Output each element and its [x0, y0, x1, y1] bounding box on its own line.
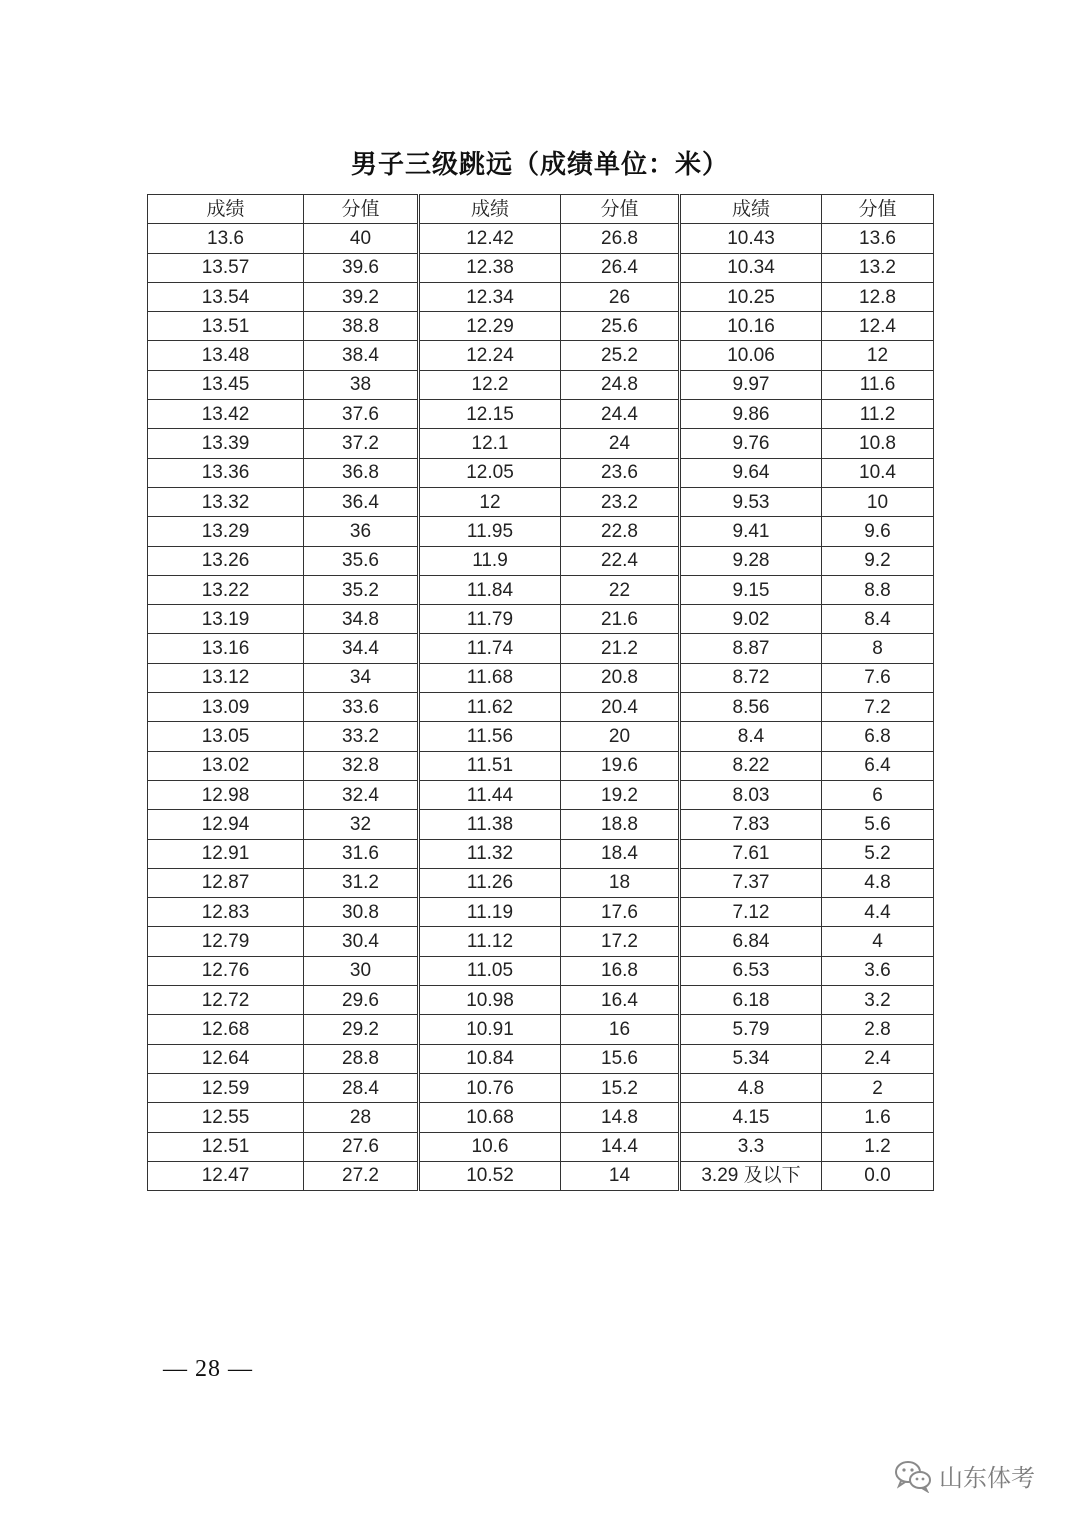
score-cell: 11.62 — [419, 693, 561, 722]
points-cell: 23.6 — [561, 458, 680, 487]
points-cell: 11.6 — [822, 370, 934, 399]
points-cell: 29.2 — [304, 1015, 419, 1044]
score-cell: 12.42 — [419, 224, 561, 253]
score-cell: 6.84 — [680, 927, 822, 956]
points-cell: 35.6 — [304, 546, 419, 575]
score-cell: 13.57 — [148, 253, 304, 282]
score-cell: 12.55 — [148, 1103, 304, 1132]
score-cell: 13.54 — [148, 282, 304, 311]
score-cell: 12.68 — [148, 1015, 304, 1044]
points-cell: 30.8 — [304, 898, 419, 927]
score-cell: 3.3 — [680, 1132, 822, 1161]
header-score-2: 成绩 — [419, 195, 561, 224]
table-row — [148, 868, 934, 897]
points-cell: 4.4 — [822, 898, 934, 927]
score-cell: 12.72 — [148, 986, 304, 1015]
points-cell: 25.2 — [561, 341, 680, 370]
score-cell: 10.68 — [419, 1103, 561, 1132]
points-cell: 3.2 — [822, 986, 934, 1015]
points-cell: 3.6 — [822, 956, 934, 985]
points-cell: 6.4 — [822, 751, 934, 780]
score-cell: 7.83 — [680, 810, 822, 839]
points-cell: 36 — [304, 517, 419, 546]
points-cell: 24.4 — [561, 400, 680, 429]
points-cell: 37.2 — [304, 429, 419, 458]
points-cell: 9.6 — [822, 517, 934, 546]
score-cell: 13.32 — [148, 487, 304, 516]
score-cell: 13.19 — [148, 605, 304, 634]
points-cell: 13.6 — [822, 224, 934, 253]
score-cell: 12.79 — [148, 927, 304, 956]
score-cell: 3.29 及以下 — [680, 1161, 822, 1190]
points-cell: 32.8 — [304, 751, 419, 780]
points-cell: 39.2 — [304, 282, 419, 311]
points-cell: 24.8 — [561, 370, 680, 399]
points-cell: 38.8 — [304, 312, 419, 341]
table-row — [148, 1161, 934, 1190]
score-cell: 11.38 — [419, 810, 561, 839]
score-cell: 13.09 — [148, 693, 304, 722]
table-row — [148, 780, 934, 809]
score-cell: 10.16 — [680, 312, 822, 341]
score-cell: 9.02 — [680, 605, 822, 634]
score-cell: 11.56 — [419, 722, 561, 751]
table-row — [148, 956, 934, 985]
points-cell: 1.2 — [822, 1132, 934, 1161]
points-cell: 9.2 — [822, 546, 934, 575]
points-cell: 20.4 — [561, 693, 680, 722]
points-cell: 23.2 — [561, 487, 680, 516]
points-cell: 12.8 — [822, 282, 934, 311]
score-cell: 13.6 — [148, 224, 304, 253]
score-cell: 4.15 — [680, 1103, 822, 1132]
points-cell: 32.4 — [304, 780, 419, 809]
score-cell: 13.12 — [148, 663, 304, 692]
points-cell: 7.6 — [822, 663, 934, 692]
table-body — [148, 224, 934, 1191]
score-cell: 10.06 — [680, 341, 822, 370]
points-cell: 16.4 — [561, 986, 680, 1015]
points-cell: 34.4 — [304, 634, 419, 663]
score-cell: 10.34 — [680, 253, 822, 282]
points-cell: 21.2 — [561, 634, 680, 663]
score-cell: 5.79 — [680, 1015, 822, 1044]
score-cell: 13.22 — [148, 575, 304, 604]
score-cell: 13.05 — [148, 722, 304, 751]
points-cell: 15.6 — [561, 1044, 680, 1073]
score-cell: 6.53 — [680, 956, 822, 985]
score-cell: 8.56 — [680, 693, 822, 722]
points-cell: 14 — [561, 1161, 680, 1190]
points-cell: 19.2 — [561, 780, 680, 809]
table-row — [148, 1044, 934, 1073]
points-cell: 8.8 — [822, 575, 934, 604]
points-cell: 2 — [822, 1073, 934, 1102]
score-cell: 10.52 — [419, 1161, 561, 1190]
table-row — [148, 312, 934, 341]
score-cell: 11.32 — [419, 839, 561, 868]
points-cell: 19.6 — [561, 751, 680, 780]
table-row — [148, 546, 934, 575]
points-cell: 7.2 — [822, 693, 934, 722]
points-cell: 26.8 — [561, 224, 680, 253]
score-cell: 10.43 — [680, 224, 822, 253]
points-cell: 21.6 — [561, 605, 680, 634]
score-cell: 12.38 — [419, 253, 561, 282]
points-cell: 10.8 — [822, 429, 934, 458]
points-cell: 27.6 — [304, 1132, 419, 1161]
points-cell: 18.8 — [561, 810, 680, 839]
points-cell: 0.0 — [822, 1161, 934, 1190]
points-cell: 22 — [561, 575, 680, 604]
points-cell: 36.8 — [304, 458, 419, 487]
score-cell: 13.42 — [148, 400, 304, 429]
points-cell: 17.6 — [561, 898, 680, 927]
points-cell: 27.2 — [304, 1161, 419, 1190]
score-cell: 8.4 — [680, 722, 822, 751]
points-cell: 26.4 — [561, 253, 680, 282]
table-row — [148, 224, 934, 253]
score-cell: 5.34 — [680, 1044, 822, 1073]
points-cell: 12 — [822, 341, 934, 370]
table-row — [148, 400, 934, 429]
table-row — [148, 1103, 934, 1132]
points-cell: 18.4 — [561, 839, 680, 868]
score-cell: 10.6 — [419, 1132, 561, 1161]
table-row — [148, 663, 934, 692]
score-cell: 11.84 — [419, 575, 561, 604]
score-cell: 12.64 — [148, 1044, 304, 1073]
points-cell: 15.2 — [561, 1073, 680, 1102]
points-cell: 6 — [822, 780, 934, 809]
table-row — [148, 1073, 934, 1102]
table-row — [148, 341, 934, 370]
points-cell: 22.4 — [561, 546, 680, 575]
points-cell: 39.6 — [304, 253, 419, 282]
score-cell: 7.12 — [680, 898, 822, 927]
score-cell: 9.76 — [680, 429, 822, 458]
score-cell: 6.18 — [680, 986, 822, 1015]
points-cell: 6.8 — [822, 722, 934, 751]
score-table — [147, 194, 934, 1191]
points-cell: 4 — [822, 927, 934, 956]
points-cell: 16 — [561, 1015, 680, 1044]
score-cell: 9.97 — [680, 370, 822, 399]
score-cell: 13.29 — [148, 517, 304, 546]
watermark — [893, 1458, 1035, 1493]
points-cell: 8 — [822, 634, 934, 663]
table-row — [148, 634, 934, 663]
points-cell: 4.8 — [822, 868, 934, 897]
points-cell: 31.2 — [304, 868, 419, 897]
points-cell: 28 — [304, 1103, 419, 1132]
score-cell: 12.47 — [148, 1161, 304, 1190]
points-cell: 10.4 — [822, 458, 934, 487]
score-cell: 8.72 — [680, 663, 822, 692]
points-cell: 14.4 — [561, 1132, 680, 1161]
score-cell: 10.76 — [419, 1073, 561, 1102]
watermark-text: 山东体考 — [939, 1464, 1035, 1492]
score-cell: 12.59 — [148, 1073, 304, 1102]
score-cell: 11.19 — [419, 898, 561, 927]
score-cell: 10.84 — [419, 1044, 561, 1073]
points-cell: 16.8 — [561, 956, 680, 985]
score-cell: 11.9 — [419, 546, 561, 575]
table-row — [148, 839, 934, 868]
points-cell: 1.6 — [822, 1103, 934, 1132]
score-cell: 11.26 — [419, 868, 561, 897]
points-cell: 11.2 — [822, 400, 934, 429]
points-cell: 18 — [561, 868, 680, 897]
table-row — [148, 487, 934, 516]
score-cell: 12.51 — [148, 1132, 304, 1161]
score-cell: 12.87 — [148, 868, 304, 897]
score-cell: 12.15 — [419, 400, 561, 429]
table-row — [148, 693, 934, 722]
score-cell: 13.26 — [148, 546, 304, 575]
score-cell: 12.83 — [148, 898, 304, 927]
score-cell: 9.86 — [680, 400, 822, 429]
points-cell: 17.2 — [561, 927, 680, 956]
table-row — [148, 927, 934, 956]
score-cell: 13.16 — [148, 634, 304, 663]
table-row — [148, 986, 934, 1015]
points-cell: 34 — [304, 663, 419, 692]
score-cell: 11.79 — [419, 605, 561, 634]
page-number: — 28 — — [163, 1356, 253, 1382]
score-cell: 9.41 — [680, 517, 822, 546]
table-row — [148, 429, 934, 458]
score-cell: 11.05 — [419, 956, 561, 985]
points-cell: 8.4 — [822, 605, 934, 634]
points-cell: 38 — [304, 370, 419, 399]
points-cell: 2.4 — [822, 1044, 934, 1073]
table-row — [148, 722, 934, 751]
score-cell: 7.61 — [680, 839, 822, 868]
score-cell: 11.51 — [419, 751, 561, 780]
score-cell: 13.51 — [148, 312, 304, 341]
table-row — [148, 605, 934, 634]
score-cell: 13.48 — [148, 341, 304, 370]
points-cell: 2.8 — [822, 1015, 934, 1044]
table-row — [148, 1132, 934, 1161]
score-cell: 12.94 — [148, 810, 304, 839]
score-cell: 13.39 — [148, 429, 304, 458]
table-row — [148, 1015, 934, 1044]
points-cell: 5.6 — [822, 810, 934, 839]
table-row — [148, 253, 934, 282]
points-cell: 34.8 — [304, 605, 419, 634]
points-cell: 22.8 — [561, 517, 680, 546]
points-cell: 20 — [561, 722, 680, 751]
score-cell: 11.12 — [419, 927, 561, 956]
points-cell: 28.8 — [304, 1044, 419, 1073]
points-cell: 36.4 — [304, 487, 419, 516]
score-cell: 12.34 — [419, 282, 561, 311]
points-cell: 33.2 — [304, 722, 419, 751]
score-cell: 12.1 — [419, 429, 561, 458]
score-cell: 12.98 — [148, 780, 304, 809]
score-cell: 4.8 — [680, 1073, 822, 1102]
points-cell: 30.4 — [304, 927, 419, 956]
points-cell: 29.6 — [304, 986, 419, 1015]
header-score-1: 成绩 — [148, 195, 304, 224]
table-row — [148, 898, 934, 927]
score-cell: 12.76 — [148, 956, 304, 985]
points-cell: 33.6 — [304, 693, 419, 722]
score-cell: 12 — [419, 487, 561, 516]
score-cell: 9.28 — [680, 546, 822, 575]
score-cell: 12.29 — [419, 312, 561, 341]
points-cell: 12.4 — [822, 312, 934, 341]
score-cell: 9.15 — [680, 575, 822, 604]
points-cell: 32 — [304, 810, 419, 839]
table-row — [148, 282, 934, 311]
score-cell: 8.03 — [680, 780, 822, 809]
header-points-3: 分值 — [822, 195, 934, 224]
score-cell: 12.91 — [148, 839, 304, 868]
points-cell: 31.6 — [304, 839, 419, 868]
score-cell: 13.02 — [148, 751, 304, 780]
table-header-row — [148, 195, 934, 224]
score-cell: 11.44 — [419, 780, 561, 809]
points-cell: 28.4 — [304, 1073, 419, 1102]
score-cell: 11.74 — [419, 634, 561, 663]
points-cell: 40 — [304, 224, 419, 253]
score-cell: 13.36 — [148, 458, 304, 487]
table-row — [148, 517, 934, 546]
page-title: 男子三级跳远（成绩单位：米） — [350, 150, 729, 180]
points-cell: 14.8 — [561, 1103, 680, 1132]
header-points-1: 分值 — [304, 195, 419, 224]
table-row — [148, 810, 934, 839]
header-score-3: 成绩 — [680, 195, 822, 224]
table-row — [148, 458, 934, 487]
points-cell: 38.4 — [304, 341, 419, 370]
points-cell: 5.2 — [822, 839, 934, 868]
score-cell: 12.05 — [419, 458, 561, 487]
score-cell: 10.91 — [419, 1015, 561, 1044]
score-cell: 11.68 — [419, 663, 561, 692]
wechat-icon — [893, 1459, 933, 1493]
points-cell: 20.8 — [561, 663, 680, 692]
points-cell: 25.6 — [561, 312, 680, 341]
points-cell: 10 — [822, 487, 934, 516]
score-cell: 10.25 — [680, 282, 822, 311]
score-cell: 12.24 — [419, 341, 561, 370]
table-row — [148, 575, 934, 604]
points-cell: 30 — [304, 956, 419, 985]
score-cell: 8.22 — [680, 751, 822, 780]
points-cell: 24 — [561, 429, 680, 458]
score-cell: 11.95 — [419, 517, 561, 546]
score-cell: 13.45 — [148, 370, 304, 399]
score-cell: 9.53 — [680, 487, 822, 516]
points-cell: 35.2 — [304, 575, 419, 604]
points-cell: 37.6 — [304, 400, 419, 429]
score-cell: 12.2 — [419, 370, 561, 399]
points-cell: 13.2 — [822, 253, 934, 282]
table-row — [148, 370, 934, 399]
score-cell: 9.64 — [680, 458, 822, 487]
points-cell: 26 — [561, 282, 680, 311]
score-cell: 7.37 — [680, 868, 822, 897]
table-row — [148, 751, 934, 780]
score-cell: 10.98 — [419, 986, 561, 1015]
header-points-2: 分值 — [561, 195, 680, 224]
score-cell: 8.87 — [680, 634, 822, 663]
